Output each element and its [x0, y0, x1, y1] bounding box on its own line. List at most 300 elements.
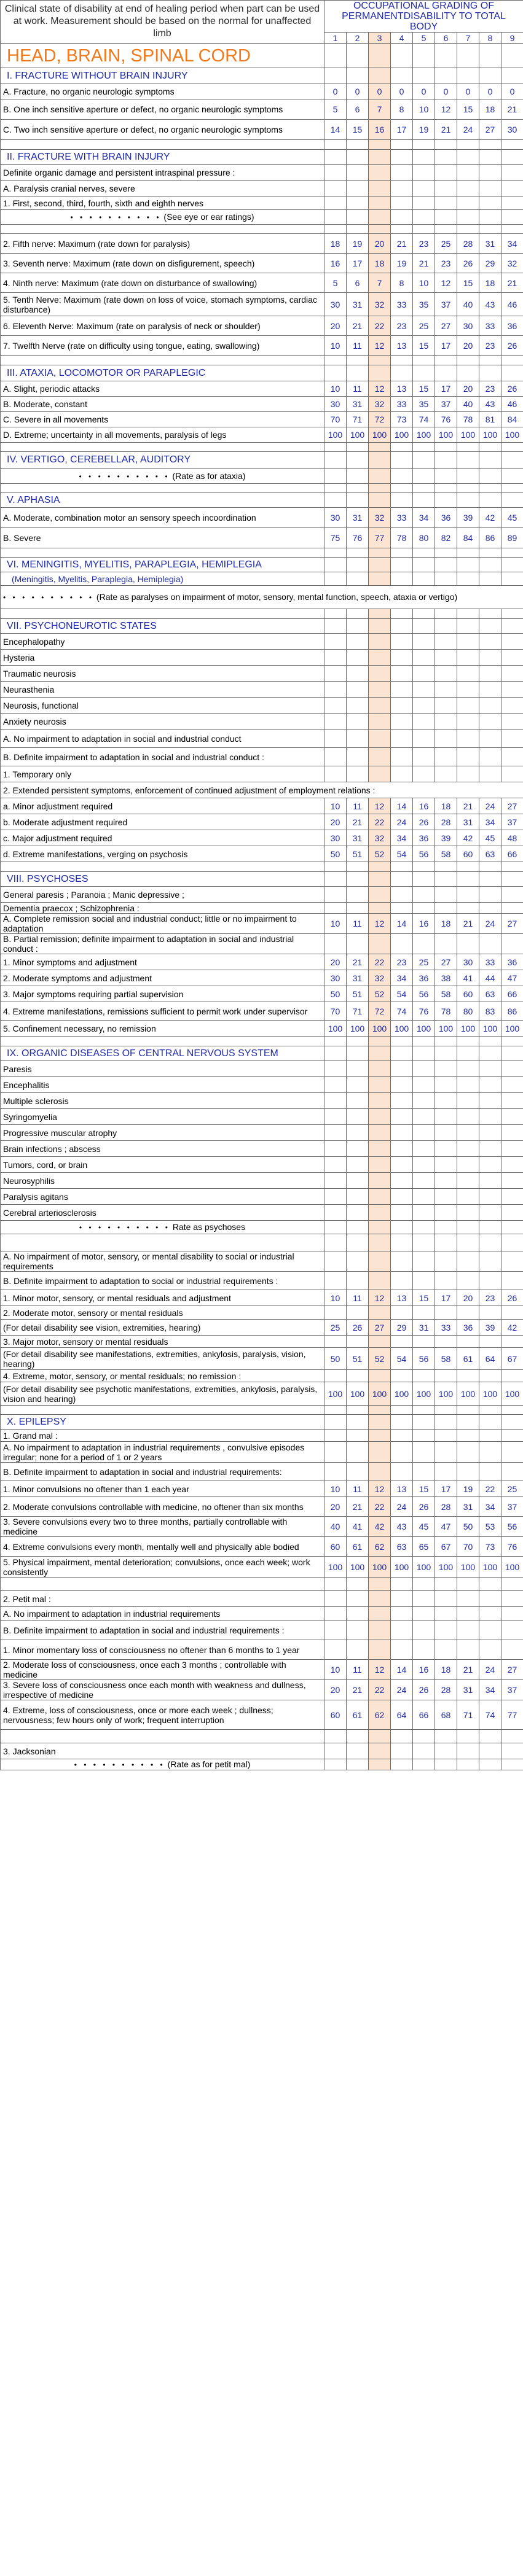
grade-cell-empty: [324, 887, 347, 903]
grade-value: 18: [369, 254, 391, 273]
grade-value: 100: [501, 1382, 523, 1406]
grade-cell-empty: [347, 1442, 369, 1463]
grade-cell-empty: [435, 1730, 457, 1743]
grade-value: 20: [457, 381, 479, 397]
grade-value: 23: [479, 381, 501, 397]
grade-cell-empty: [369, 903, 391, 914]
grade-value: 26: [501, 336, 523, 356]
grade-value: 18: [479, 99, 501, 120]
grade-cell-empty: [324, 452, 347, 469]
grade-value: 86: [501, 1002, 523, 1021]
grade-cell-empty: [479, 730, 501, 748]
grade-value: 36: [413, 830, 435, 846]
row-description: C. Severe in all movements: [1, 412, 324, 427]
grade-cell-empty: [413, 1463, 435, 1481]
grade-cell-empty: [501, 1189, 523, 1205]
grade-cell-empty: [413, 1336, 435, 1348]
grade-cell-empty: [457, 1157, 479, 1173]
grade-value: 100: [369, 1021, 391, 1037]
grade-cell-empty: [347, 666, 369, 682]
grade-value: 37: [435, 293, 457, 316]
grade-value: 0: [391, 84, 413, 99]
grade-value: 100: [369, 1382, 391, 1406]
grade-cell-empty: [391, 150, 413, 165]
grade-value: 51: [347, 1348, 369, 1370]
grade-value: 100: [324, 1382, 347, 1406]
grade-value: 27: [435, 954, 457, 970]
grade-value: 21: [457, 1660, 479, 1680]
grade-cell-empty: [324, 934, 347, 954]
grade-cell-empty: [435, 165, 457, 181]
grade-cell-empty: [391, 181, 413, 197]
grade-value: 76: [501, 1537, 523, 1557]
grade-cell-empty: [347, 469, 369, 484]
grade-cell-empty: [369, 1173, 391, 1189]
table-row: [1, 1272, 523, 1290]
grade-cell-empty: [479, 493, 501, 508]
grade-cell-empty: [324, 862, 347, 872]
grade-cell-empty: [479, 748, 501, 766]
grade-cell-empty: [435, 225, 457, 234]
grade-cell-empty: [435, 714, 457, 730]
grade-cell-empty: [435, 443, 457, 452]
grade-cell-empty: [457, 1251, 479, 1272]
grade-cell-empty: [435, 558, 457, 572]
grade-value: 46: [501, 397, 523, 412]
grade-cell-empty: [391, 650, 413, 666]
grade-value: 18: [324, 234, 347, 254]
row-description: C. Two inch sensitive aperture or defect, no organic neurologic symptoms: [1, 120, 324, 140]
row-description: c. Major adjustment required: [1, 830, 324, 846]
grade-value: 46: [501, 293, 523, 316]
grade-cell-empty: [391, 365, 413, 381]
grade-cell-empty: [369, 1621, 391, 1640]
grade-cell-empty: [391, 872, 413, 887]
grade-cell-empty: [435, 1125, 457, 1141]
grade-cell-empty: [391, 1046, 413, 1061]
grade-value: 8: [391, 273, 413, 293]
grade-cell-empty: [391, 1141, 413, 1157]
table-row: [1, 1077, 523, 1093]
grade-value: 6: [347, 273, 369, 293]
grade-cell-empty: [413, 698, 435, 714]
grade-value: 70: [457, 1537, 479, 1557]
grade-cell-empty: [391, 1061, 413, 1077]
spacer-cell: [1, 609, 324, 619]
grade-value: 33: [391, 293, 413, 316]
grade-cell-empty: [391, 1743, 413, 1759]
grade-cell-empty: [391, 1272, 413, 1290]
grade-value: 26: [347, 1320, 369, 1336]
grade-value: 10: [324, 1481, 347, 1497]
table-row: [1, 1141, 523, 1157]
grade-cell-empty: [479, 1306, 501, 1320]
grade-cell-empty: [391, 1306, 413, 1320]
table-row: [1, 1700, 523, 1730]
grade-cell-empty: [324, 1442, 347, 1463]
dot-leader: • • • • • • • • • •: [70, 213, 162, 222]
grade-cell-empty: [413, 225, 435, 234]
grade-value: 31: [457, 1497, 479, 1517]
grade-cell-empty: [369, 1640, 391, 1660]
row-description: B. One inch sensitive aperture or defect, no organic neurologic symptoms: [1, 99, 324, 120]
table-body: [1, 68, 523, 1770]
table-row: [1, 1607, 523, 1621]
row-description: A. Moderate, combination motor an sensory speech incoordination: [1, 508, 324, 528]
grade-cell-empty: [479, 1272, 501, 1290]
grade-cell-empty: [457, 150, 479, 165]
grade-cell-empty: [369, 1607, 391, 1621]
grade-value: 22: [369, 814, 391, 830]
table-row: [1, 814, 523, 830]
page-title: HEAD, BRAIN, SPINAL CORD: [1, 44, 324, 68]
grade-cell-empty: [324, 493, 347, 508]
grade-value: 23: [413, 234, 435, 254]
grade-value: 38: [435, 970, 457, 986]
grade-cell-empty: [369, 1415, 391, 1430]
table-row: [1, 782, 523, 798]
grade-cell-empty: [347, 1221, 369, 1234]
grade-cell-empty: [369, 698, 391, 714]
grade-cell-empty: [369, 1591, 391, 1607]
grade-value: 28: [457, 234, 479, 254]
rating-note-row: [1, 210, 523, 225]
section-heading: VII. PSYCHONEUROTIC STATES: [1, 619, 324, 634]
grade-cell-empty: [501, 1205, 523, 1221]
grade-cell-empty: [369, 452, 391, 469]
grade-value: 33: [391, 508, 413, 528]
section-heading: IX. ORGANIC DISEASES OF CENTRAL NERVOUS SYSTEM: [1, 1046, 324, 1061]
table-row: [1, 1463, 523, 1481]
grade-value: 45: [501, 508, 523, 528]
grade-value: 67: [435, 1537, 457, 1557]
grade-cell-empty: [324, 1234, 347, 1251]
grade-cell-empty: [324, 682, 347, 698]
grade-cell-empty: [501, 1093, 523, 1109]
grade-cell-empty: [413, 872, 435, 887]
grade-value: 86: [479, 528, 501, 548]
grade-cell-empty: [501, 1061, 523, 1077]
grade-cell-empty: [413, 1730, 435, 1743]
row-description: Brain infections ; abscess: [1, 1141, 324, 1157]
spacer-row: [1, 443, 523, 452]
table-header: [1, 1, 523, 68]
grade-cell-empty: [501, 484, 523, 493]
grade-value: 31: [457, 1680, 479, 1700]
grade-cell-empty: [413, 748, 435, 766]
grade-cell-empty: [457, 609, 479, 619]
grade-value: 21: [501, 273, 523, 293]
grade-value: 34: [479, 1497, 501, 1517]
grade-cell-empty: [391, 934, 413, 954]
grade-value: 68: [435, 1700, 457, 1730]
grade-cell-empty: [369, 872, 391, 887]
grade-value: 100: [369, 1557, 391, 1578]
grade-value: 35: [413, 293, 435, 316]
grade-cell-empty: [324, 210, 347, 225]
grade-cell-empty: [413, 1621, 435, 1640]
grade-value: 39: [457, 508, 479, 528]
grade-number: 6: [435, 33, 457, 44]
grade-cell-empty: [391, 714, 413, 730]
grade-value: 62: [369, 1537, 391, 1557]
grade-value: 100: [391, 1382, 413, 1406]
grade-cell-empty: [479, 619, 501, 634]
grade-cell-empty: [369, 165, 391, 181]
table-row: [1, 336, 523, 356]
grade-value: 34: [479, 1680, 501, 1700]
grade-cell-empty: [479, 1037, 501, 1046]
grade-cell-empty: [413, 634, 435, 650]
table-row: [1, 1517, 523, 1537]
grade-cell-empty: [501, 1591, 523, 1607]
grade-cell-empty: [369, 1109, 391, 1125]
grade-value: 27: [501, 914, 523, 934]
row-description: d. Extreme manifestations, verging on psychosis: [1, 846, 324, 862]
grade-value: 100: [391, 427, 413, 443]
grade-cell-empty: [479, 181, 501, 197]
grade-cell-empty: [413, 365, 435, 381]
grade-cell-empty: [501, 452, 523, 469]
grade-number: 1: [324, 33, 347, 44]
grade-cell-empty: [479, 766, 501, 782]
grade-value: 62: [369, 1700, 391, 1730]
grade-value: 54: [391, 1348, 413, 1370]
grade-value: 7: [369, 99, 391, 120]
grade-cell-empty: [324, 1406, 347, 1415]
grade-cell-empty: [369, 225, 391, 234]
grade-value: 50: [324, 1348, 347, 1370]
grade-value: 61: [457, 1348, 479, 1370]
row-description: Syringomyelia: [1, 1109, 324, 1125]
grade-value: 66: [501, 986, 523, 1002]
grade-cell-empty: [369, 1759, 391, 1770]
grade-cell-empty: [391, 903, 413, 914]
grade-cell-empty: [479, 1234, 501, 1251]
row-description: B. Definite impairment to adaptation to social or industrial requirements :: [1, 1272, 324, 1290]
grade-cell-empty: [413, 1251, 435, 1272]
grade-cell-empty: [369, 1205, 391, 1221]
grade-cell-empty: [479, 1046, 501, 1061]
grade-cell-empty: [479, 548, 501, 558]
grade-cell-empty: [501, 558, 523, 572]
grade-cell-empty: [435, 1640, 457, 1660]
grade-cell-empty: [324, 469, 347, 484]
grade-value: 72: [369, 1002, 391, 1021]
grade-value: 33: [391, 397, 413, 412]
grade-cell-empty: [391, 548, 413, 558]
grade-cell-empty: [435, 356, 457, 365]
rating-note-text: (Rate as paralyses on impairment of motor, sensory, mental function, speech, ataxia or vertigo): [96, 592, 458, 602]
grade-cell-empty: [479, 666, 501, 682]
grade-cell-empty: [324, 558, 347, 572]
grade-cell-empty: [347, 903, 369, 914]
section-heading-row: [1, 150, 523, 165]
grade-cell-empty: [413, 1109, 435, 1125]
grade-value: 16: [413, 798, 435, 814]
grade-value: 30: [324, 397, 347, 412]
section-heading: III. ATAXIA, LOCOMOTOR OR PARAPLEGIC: [1, 365, 324, 381]
grade-cell-empty: [435, 1578, 457, 1591]
grade-cell-empty: [347, 1093, 369, 1109]
grade-cell-empty: [369, 181, 391, 197]
grade-cell-empty: [501, 666, 523, 682]
row-description: b. Moderate adjustment required: [1, 814, 324, 830]
grade-cell-empty: [347, 1640, 369, 1660]
table-row: [1, 316, 523, 336]
grade-cell-empty: [457, 619, 479, 634]
row-description: 2. Moderate convulsions controllable with medicine, no oftener than six months: [1, 1497, 324, 1517]
grade-number: 7: [457, 33, 479, 44]
grade-value: 37: [501, 814, 523, 830]
table-row: [1, 254, 523, 273]
grade-cell-empty: [413, 1125, 435, 1141]
grade-cell-empty: [369, 862, 391, 872]
grade-cell-empty: [479, 1205, 501, 1221]
table-row: [1, 381, 523, 397]
grade-cell-empty: [435, 1046, 457, 1061]
grade-cell-empty: [479, 1173, 501, 1189]
grade-cell-empty: [501, 862, 523, 872]
grade-cell-empty: [457, 666, 479, 682]
grade-cell-empty: [501, 1730, 523, 1743]
grade-value: 10: [324, 914, 347, 934]
grade-cell-empty: [324, 140, 347, 150]
grade-value: 0: [457, 84, 479, 99]
grade-value: 21: [347, 954, 369, 970]
grade-value: 47: [501, 970, 523, 986]
grade-value: 29: [391, 1320, 413, 1336]
grade-value: 24: [391, 1497, 413, 1517]
grade-value: 50: [324, 986, 347, 1002]
grade-cell-empty: [457, 872, 479, 887]
grade-value: 43: [391, 1517, 413, 1537]
table-row: [1, 1621, 523, 1640]
grade-cell-empty: [324, 1109, 347, 1125]
grade-cell-empty: [501, 872, 523, 887]
grade-value: 25: [413, 954, 435, 970]
grade-cell-empty: [479, 150, 501, 165]
grade-cell-empty: [435, 1406, 457, 1415]
grade-cell-empty: [479, 484, 501, 493]
grade-value: 16: [369, 120, 391, 140]
table-row: [1, 914, 523, 934]
grade-value: 33: [479, 316, 501, 336]
grade-value: 41: [457, 970, 479, 986]
grade-cell-empty: [479, 862, 501, 872]
grade-value: 26: [413, 1680, 435, 1700]
grade-cell-empty: [413, 493, 435, 508]
grade-cell-empty: [457, 1430, 479, 1442]
grade-value: 12: [369, 798, 391, 814]
grade-cell-empty: [479, 714, 501, 730]
grade-value: 15: [347, 120, 369, 140]
grade-cell-empty: [347, 609, 369, 619]
grade-cell-empty: [369, 443, 391, 452]
grade-cell-empty: [391, 1730, 413, 1743]
grade-value: 11: [347, 1660, 369, 1680]
row-description: 2. Moderate loss of consciousness, once each 3 months ; controllable with medicine: [1, 1660, 324, 1680]
grade-value: 48: [501, 830, 523, 846]
grade-value: 74: [391, 1002, 413, 1021]
spacer-row: [1, 609, 523, 619]
grade-cell-empty: [413, 1077, 435, 1093]
grade-cell-empty: [347, 619, 369, 634]
grade-cell-empty: [457, 1141, 479, 1157]
grade-cell-empty: [435, 1591, 457, 1607]
grade-value: 84: [457, 528, 479, 548]
grade-value: 31: [347, 293, 369, 316]
grade-value: 20: [457, 336, 479, 356]
grade-value: 0: [479, 84, 501, 99]
grade-cell-empty: [369, 140, 391, 150]
grade-cell-empty: [413, 1640, 435, 1660]
grade-cell-empty: [479, 68, 501, 84]
grade-value: 13: [391, 1481, 413, 1497]
grade-value: 77: [501, 1700, 523, 1730]
grade-cell-empty: [347, 165, 369, 181]
grade-cell-empty: [413, 1743, 435, 1759]
grade-cell-empty: [347, 634, 369, 650]
grade-cell-empty: [479, 225, 501, 234]
table-row: [1, 748, 523, 766]
grade-cell-empty: [324, 150, 347, 165]
grade-value: 75: [324, 528, 347, 548]
grade-value: 22: [369, 954, 391, 970]
rating-note-text: (See eye or ear ratings): [163, 212, 254, 222]
grade-cell-empty: [413, 469, 435, 484]
grade-cell-empty: [391, 1415, 413, 1430]
grade-value: 20: [324, 1497, 347, 1517]
grade-cell-empty: [347, 452, 369, 469]
grade-cell-empty: [347, 730, 369, 748]
grade-cell-empty: [324, 1061, 347, 1077]
grade-value: 30: [324, 970, 347, 986]
grade-cell-empty: [501, 1173, 523, 1189]
grade-cell-empty: [457, 1336, 479, 1348]
grade-value: 78: [391, 528, 413, 548]
grade-value: 18: [435, 1660, 457, 1680]
grade-value: 21: [391, 234, 413, 254]
grade-value: 10: [413, 273, 435, 293]
grade-cell-empty: [369, 634, 391, 650]
grade-cell-empty: [324, 714, 347, 730]
grade-cell-empty: [479, 1621, 501, 1640]
grade-value: 100: [324, 1021, 347, 1037]
grade-cell-empty: [457, 1406, 479, 1415]
grade-cell-empty: [347, 140, 369, 150]
grade-cell-empty: [435, 1272, 457, 1290]
grade-cell-empty: [413, 1061, 435, 1077]
grade-cell-empty: [435, 1093, 457, 1109]
grade-value: 19: [457, 1481, 479, 1497]
grade-value: 60: [457, 846, 479, 862]
grade-cell-empty: [435, 493, 457, 508]
grade-value: 23: [479, 1290, 501, 1306]
grade-cell-empty: [435, 1463, 457, 1481]
table-row: [1, 1537, 523, 1557]
grade-value: 37: [501, 1497, 523, 1517]
grade-cell-empty: [479, 140, 501, 150]
grade-cell-empty: [413, 1578, 435, 1591]
grade-value: 100: [501, 1557, 523, 1578]
grade-value: 31: [347, 830, 369, 846]
grade-value: 54: [391, 986, 413, 1002]
grade-value: 18: [479, 273, 501, 293]
grade-cell-empty: [391, 1093, 413, 1109]
grade-cell-empty: [369, 1077, 391, 1093]
grade-value: 83: [479, 1002, 501, 1021]
